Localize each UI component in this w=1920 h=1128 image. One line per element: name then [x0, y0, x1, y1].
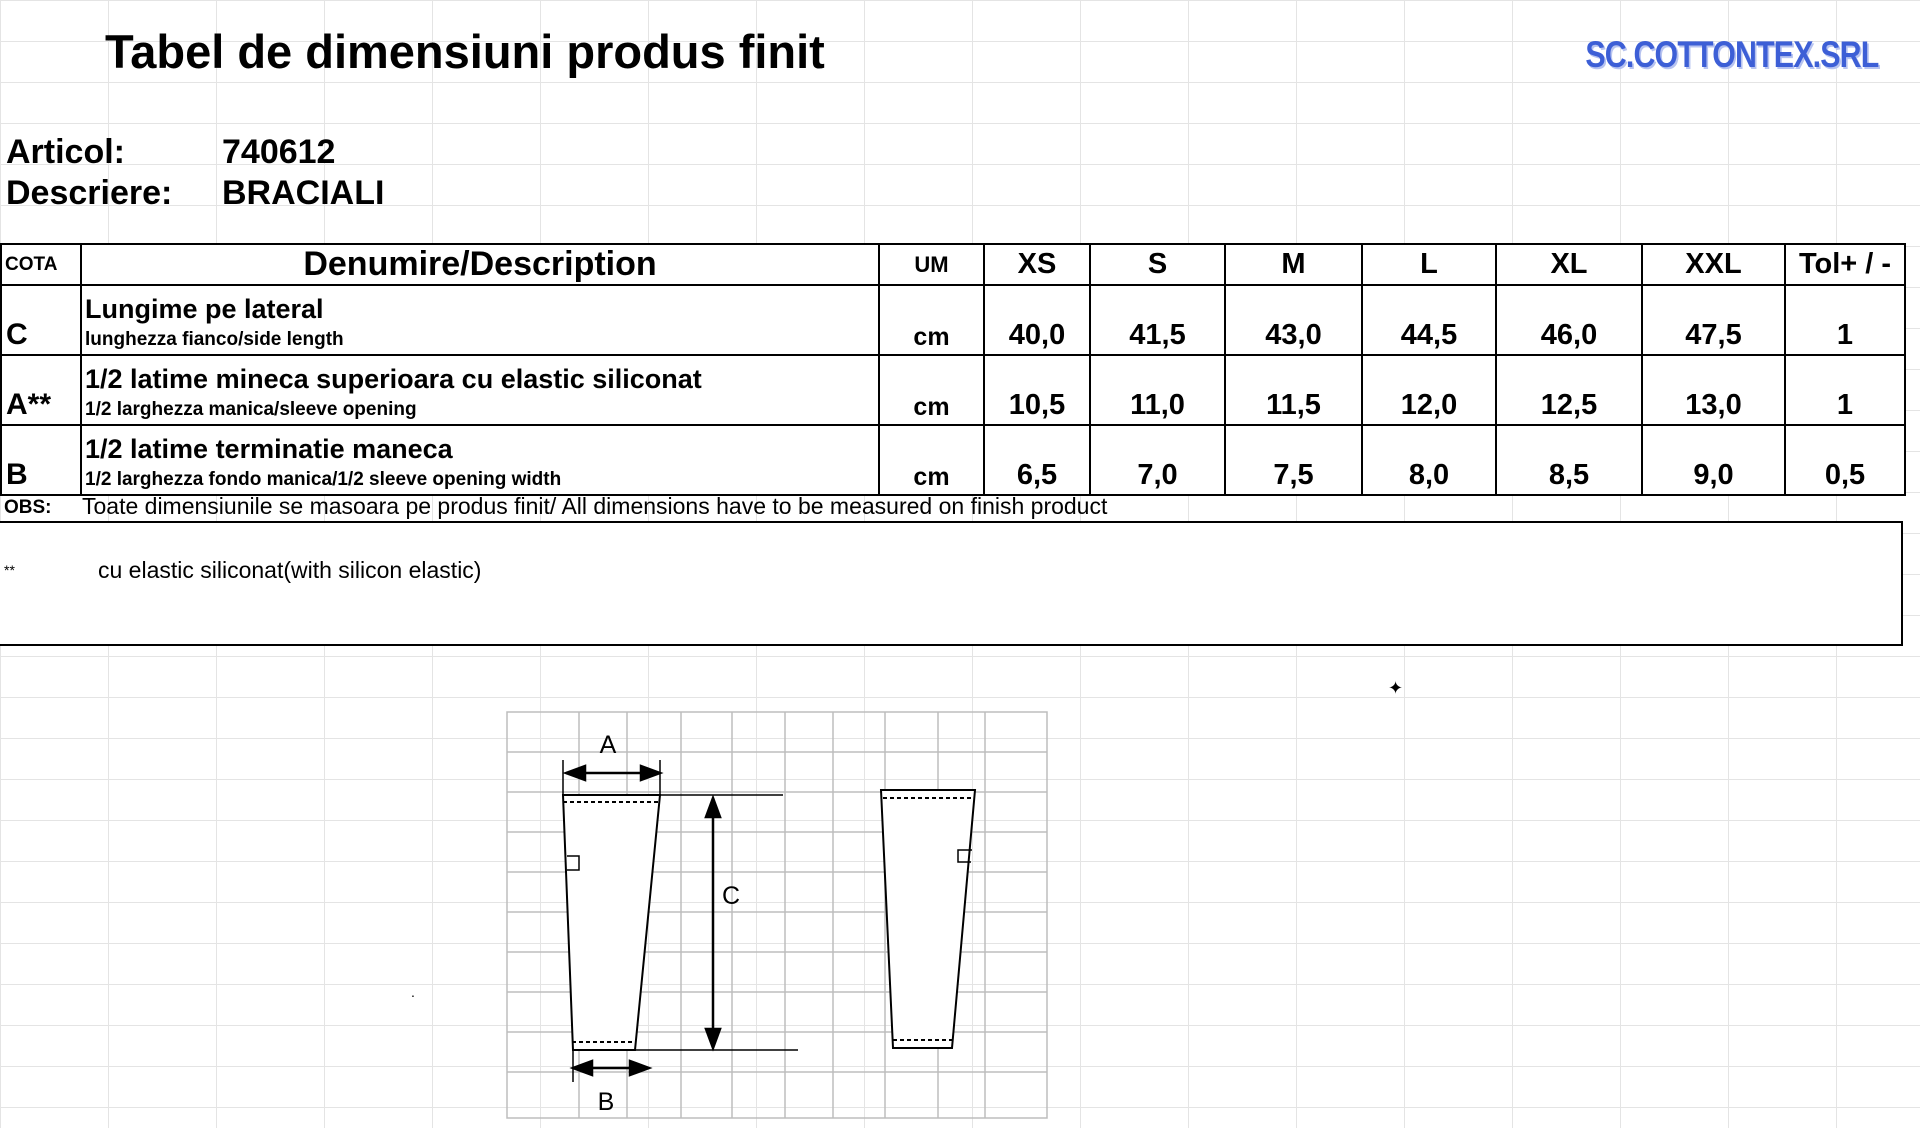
row-value-l: 8,0: [1362, 425, 1496, 495]
header-size-xs: XS: [984, 244, 1090, 285]
row-value-m: 11,5: [1225, 355, 1362, 425]
row-value-xxl: 9,0: [1642, 425, 1785, 495]
note-text: cu elastic siliconat(with silicon elastic): [98, 557, 482, 583]
sleeve-back: [881, 790, 975, 1048]
company-logo: SC.COTTONTEX.SRL: [1584, 34, 1878, 75]
label-b: B: [597, 1088, 615, 1116]
table-header-row: [1, 244, 1905, 285]
row-subname: lunghezza fianco/side length: [85, 329, 344, 350]
note-mark: **: [4, 562, 15, 578]
row-value-xs: 10,5: [984, 355, 1090, 425]
sleeve-technical-drawing: [505, 710, 1051, 1122]
table-row: [1, 285, 1905, 355]
row-value-xs: 40,0: [984, 285, 1090, 355]
row-um: cm: [879, 285, 984, 355]
table-row: [1, 355, 1905, 425]
description-label: Descriere:: [6, 174, 173, 212]
row-value-s: 11,0: [1090, 355, 1225, 425]
size-table: [0, 243, 1906, 496]
header-tol: Tol+ / -: [1785, 244, 1905, 285]
article-label: Articol:: [6, 133, 125, 171]
row-value-s: 41,5: [1090, 285, 1225, 355]
row-value-xl: 12,5: [1496, 355, 1642, 425]
header-um: UM: [879, 244, 984, 285]
row-value-xl: 46,0: [1496, 285, 1642, 355]
row-tol: 0,5: [1785, 425, 1905, 495]
row-tol: 1: [1785, 355, 1905, 425]
row-value-l: 44,5: [1362, 285, 1496, 355]
obs-label: OBS:: [4, 497, 52, 518]
row-value-m: 43,0: [1225, 285, 1362, 355]
table-row: [1, 425, 1905, 495]
row-code: C: [1, 285, 81, 355]
row-value-xxl: 13,0: [1642, 355, 1785, 425]
stray-dot: .: [411, 984, 415, 1000]
row-name: Lungime pe lateral: [85, 294, 324, 324]
row-name: 1/2 latime mineca superioara cu elastic siliconat: [85, 364, 702, 394]
page-title: Tabel de dimensiuni produs finit: [105, 25, 825, 78]
header-size-xl: XL: [1496, 244, 1642, 285]
header-size-m: M: [1225, 244, 1362, 285]
article-value: 740612: [222, 133, 336, 171]
row-code: A**: [1, 355, 81, 425]
row-value-m: 7,5: [1225, 425, 1362, 495]
row-name: 1/2 latime terminatie maneca: [85, 434, 453, 464]
label-a: A: [599, 731, 617, 759]
header-cota: COTA: [1, 244, 81, 285]
header-size-s: S: [1090, 244, 1225, 285]
row-value-xs: 6,5: [984, 425, 1090, 495]
obs-text: Toate dimensiunile se masoara pe produs finit/ All dimensions have to be measured on finish product: [82, 493, 1108, 519]
label-c: C: [721, 882, 741, 910]
row-value-l: 12,0: [1362, 355, 1496, 425]
row-um: cm: [879, 355, 984, 425]
row-subname: 1/2 larghezza fondo manica/1/2 sleeve opening width: [85, 469, 562, 490]
row-description: [81, 355, 879, 425]
description-value: BRACIALI: [222, 174, 385, 212]
header-size-l: L: [1362, 244, 1496, 285]
header-description: Denumire/Description: [81, 244, 879, 285]
row-description: [81, 285, 879, 355]
row-value-s: 7,0: [1090, 425, 1225, 495]
row-value-xl: 8,5: [1496, 425, 1642, 495]
row-um: cm: [879, 425, 984, 495]
row-subname: 1/2 larghezza manica/sleeve opening: [85, 399, 417, 420]
cursor-sparkle-icon: ✦: [1388, 678, 1404, 698]
row-description: [81, 425, 879, 495]
row-value-xxl: 47,5: [1642, 285, 1785, 355]
header-size-xxl: XXL: [1642, 244, 1785, 285]
row-tol: 1: [1785, 285, 1905, 355]
row-code: B: [1, 425, 81, 495]
